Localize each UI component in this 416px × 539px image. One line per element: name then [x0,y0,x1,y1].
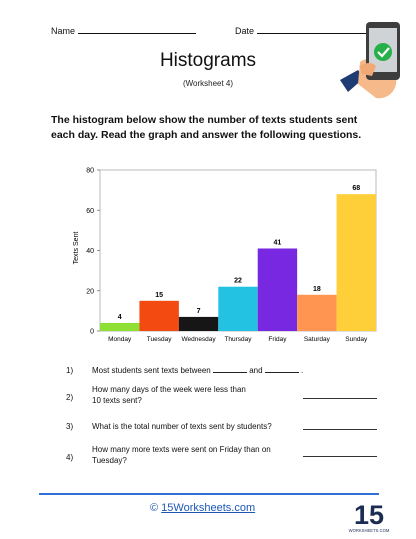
intro-text: The histogram below show the number of texts students sent each day. Read the graph and answer the following questions. [51,114,362,141]
bar-friday [258,248,297,331]
bar-wednesday [179,317,218,331]
data-label: 68 [352,185,361,193]
brand-word: WORKSHEETS.COM [348,528,390,533]
bar-saturday [297,295,336,331]
bar-monday [100,323,139,331]
footer-site[interactable]: 15Worksheets.com [161,502,256,514]
x-tick-label: Tuesday [146,336,172,343]
question-number: 4) [66,453,74,462]
answer-blank-2[interactable] [265,365,299,373]
data-label: 18 [312,285,321,293]
brand-number: 15 [353,500,385,530]
x-tick-label: Monday [108,336,132,343]
data-label: 7 [196,307,201,315]
y-tick-label: 80 [86,167,94,175]
question-text: Most students sent texts between [92,366,211,375]
question-text-end: . [301,366,304,375]
page-subtitle: (Worksheet 4) [182,79,234,88]
data-label: 4 [117,313,122,321]
question-text: How many more texts were sent on Friday than on Tuesday? [92,445,271,465]
data-label: 41 [273,239,282,247]
name-label: Name [51,26,76,36]
question-number: 1) [66,366,74,375]
x-tick-label: Wednesday [181,336,216,343]
bars [100,185,376,343]
question-text: What is the total number of texts sent by students? [92,422,272,431]
question-text: How many days of the week were less than 10 texts sent? [92,385,246,405]
question-number: 2) [66,393,74,402]
y-axis-label: Texts Sent [73,231,80,265]
page-title: Histograms [159,50,257,71]
bar-tuesday [139,301,178,331]
x-tick-label: Sunday [345,336,368,343]
date-label: Date [235,26,255,36]
y-tick-label: 60 [86,207,94,215]
answer-line-3[interactable] [303,429,377,430]
data-label: 15 [155,291,164,299]
data-label: 22 [234,277,242,285]
copyright-symbol: © [150,502,159,514]
answer-blank-1[interactable] [213,365,247,373]
question-text-mid: and [249,366,263,375]
bar-sunday [337,194,376,331]
footer-divider [39,493,379,495]
x-tick-label: Saturday [303,336,330,343]
x-tick-label: Friday [268,336,287,343]
footer-link[interactable] [150,502,255,514]
brand-logo [348,498,390,534]
bar-thursday [218,287,257,331]
x-tick-label: Thursday [224,336,252,343]
question-number: 3) [66,422,74,431]
y-tick-label: 20 [86,288,94,296]
y-tick-label: 0 [90,328,94,336]
answer-line-2[interactable] [303,398,377,399]
y-tick-label: 40 [86,248,94,255]
answer-line-4[interactable] [303,456,377,457]
y-axis [86,168,100,336]
